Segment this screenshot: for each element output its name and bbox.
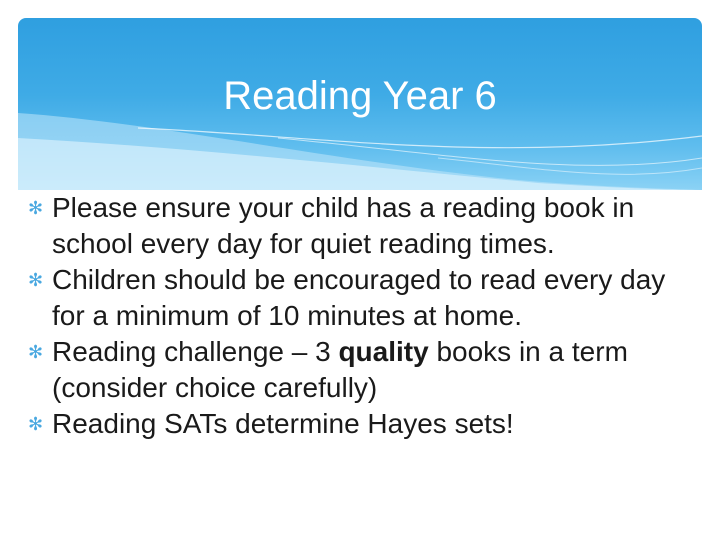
- bullet-item: [28, 406, 700, 442]
- asterisk-icon: ✻: [28, 414, 44, 434]
- asterisk-icon: ✻: [28, 270, 44, 290]
- bullet-text-before: Reading challenge – 3: [52, 336, 339, 367]
- bullet-emphasis: quality: [338, 336, 429, 367]
- bullet-item: [28, 262, 700, 334]
- asterisk-icon: ✻: [28, 198, 44, 218]
- bullet-list: [28, 190, 700, 442]
- bullet-item: [28, 334, 700, 406]
- asterisk-icon: ✻: [28, 342, 44, 362]
- bullet-item: [28, 190, 700, 262]
- bullet-text: Children should be encouraged to read every day for a minimum of 10 minutes at home.: [52, 264, 666, 331]
- bullet-text-after: books in a term (consider choice carefully): [52, 336, 628, 403]
- title-banner: [18, 18, 702, 190]
- bullet-text: Reading SATs determine Hayes sets!: [52, 408, 514, 439]
- bullet-text: Please ensure your child has a reading book in school every day for quiet reading times.: [52, 192, 635, 259]
- slide-title: Reading Year 6: [223, 74, 497, 118]
